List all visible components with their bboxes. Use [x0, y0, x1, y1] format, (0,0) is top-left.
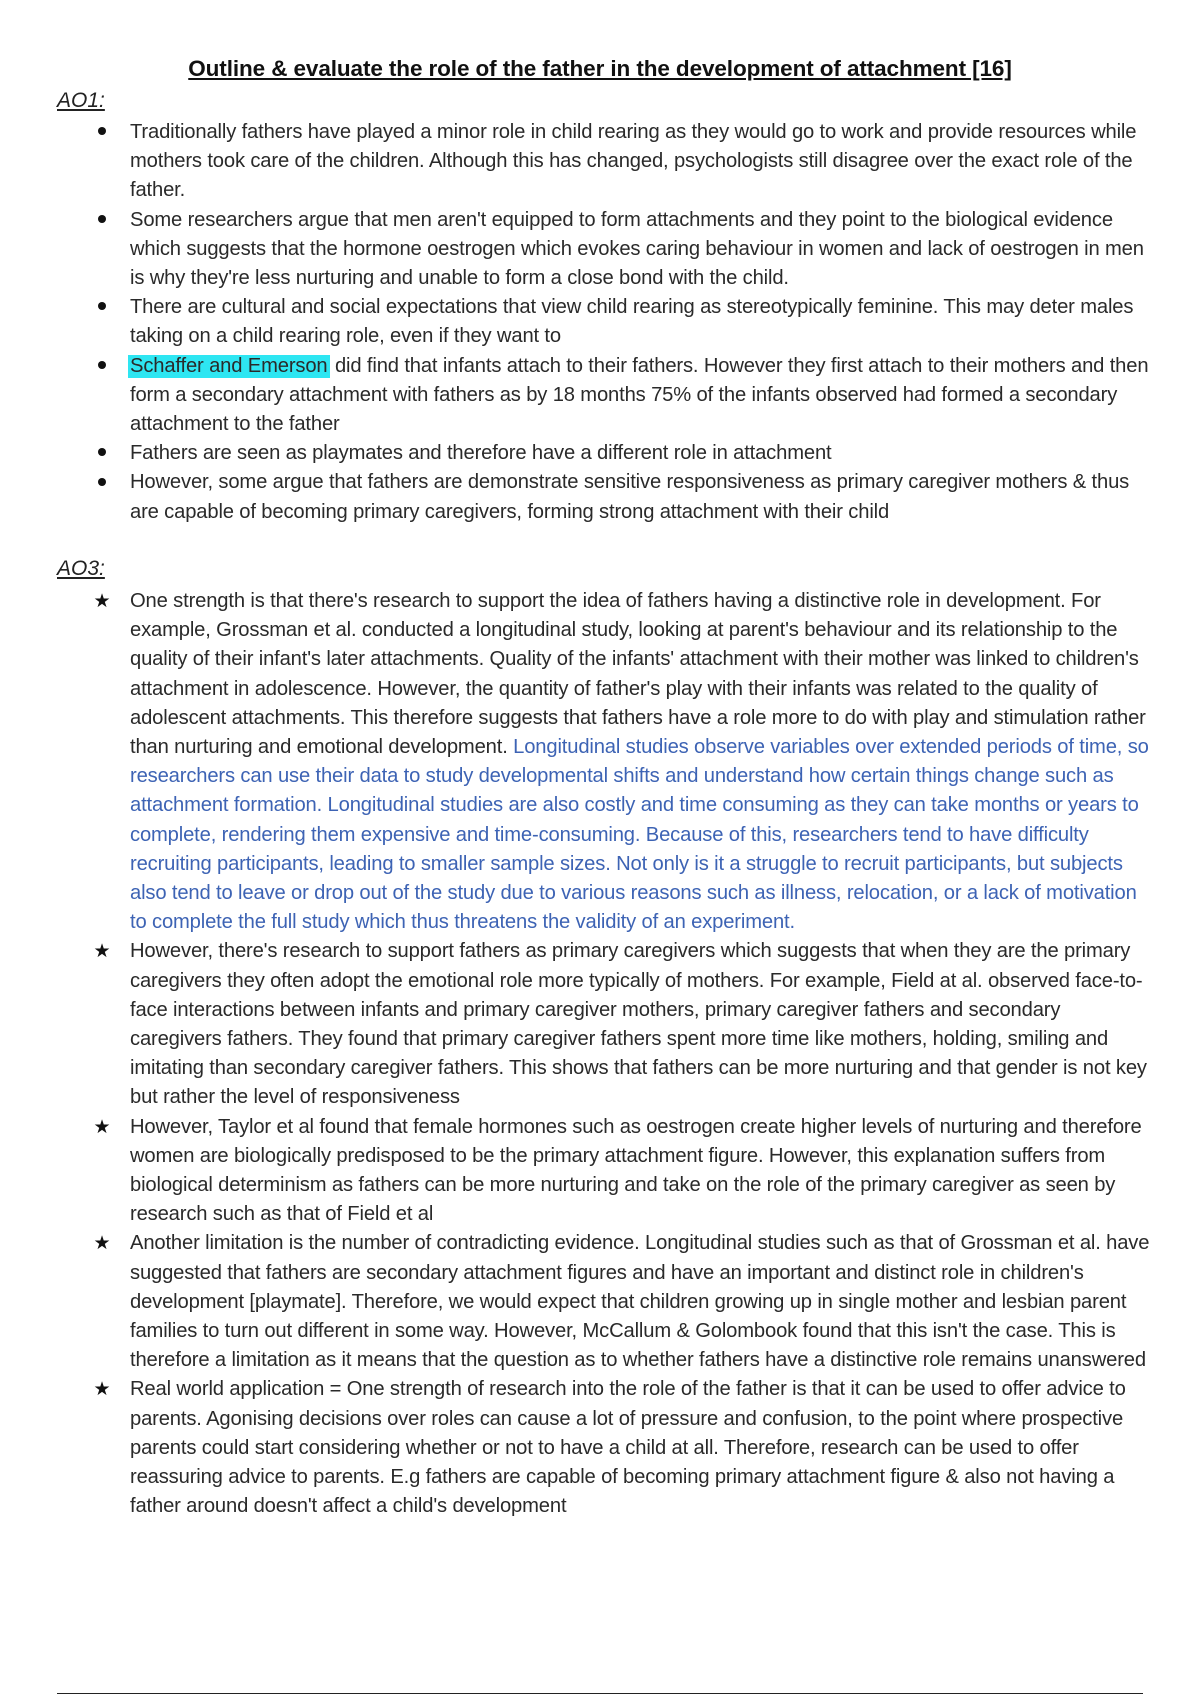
star-icon: ★: [93, 1378, 111, 1401]
ao1-list: [0, 118, 1200, 527]
bullet-icon: [92, 468, 112, 497]
ao1-item: [0, 468, 1200, 526]
highlighted-citation: Schaffer and Emerson: [130, 354, 328, 377]
ao3-item-text: Another limitation is the number of contradicting evidence. Longitudinal studies such as that of Grossman et al. have suggested that fathers are secondary attachment figures and have an important and distinct role in children's development [playmate]. Therefore, we would expect that children growing up in single mother and lesbian parent families to turn out different in some way. However, McCallum & Golombook found that this isn't the case. This is therefore a limitation as it means that the question as to whether fathers have a distinctive role remains unanswered: [130, 1232, 1150, 1372]
bullet-icon: [92, 439, 112, 468]
page-title: Outline & evaluate the role of the father in the development of attachment [16]: [188, 56, 1012, 81]
bullet-icon: [92, 352, 112, 381]
ao1-item: [0, 352, 1200, 440]
ao1-item: [0, 118, 1200, 206]
ao3-item: [0, 1375, 1200, 1521]
ao1-item-text: Fathers are seen as playmates and therefore have a different role in attachment: [130, 442, 832, 465]
ao3-item-text: One strength is that there's research to support the idea of fathers having a distinctive role in development. For example, Grossman et al. conducted a longitudinal study, looking at parent's behaviour and its relationship to the quality of their infant's later attachments. Quality of the infants' attachment with their mother was linked to children's attachment in adolescence. However, the quantity of father's play with their infants was related to the quality of adolescent attachments. This therefore suggests that fathers have a role more to do with play and stimulation rather than nurturing and emotional development.: [130, 590, 1146, 759]
ao3-item: [0, 587, 1200, 937]
ao3-item-text: However, there's research to support fathers as primary caregivers which suggests that when they are the primary caregivers they often adopt the emotional role more typically of mothers. For example, Field at al. observed face-to-face interactions between infants and primary caregiver mothers, primary caregiver fathers and secondary caregivers fathers. They found that primary caregiver fathers spent more time like mothers, holding, smiling and imitating than secondary caregiver fathers. This shows that fathers can be more nurturing and that gender is not key but rather the level of responsiveness: [130, 940, 1147, 1109]
ao1-item-text: However, some argue that fathers are demonstrate sensitive responsiveness as primary caregiver mothers & thus are capable of becoming primary caregivers, forming strong attachment with their child: [130, 471, 1130, 523]
ao1-label: AO1:: [57, 89, 105, 112]
ao1-item: [0, 206, 1200, 294]
star-icon: ★: [93, 1232, 111, 1255]
ao1-item: [0, 293, 1200, 351]
ao1-item-text: There are cultural and social expectations that view child rearing as stereotypically feminine. This may deter males taking on a child rearing role, even if they want to: [130, 296, 1134, 348]
ao1-item-text: did find that infants attach to their fathers. However they first attach to their mothers and then form a secondary attachment with fathers as by 18 months 75% of the infants observed had formed a secondary attachment to the father: [130, 354, 1149, 436]
ao1-item-text: Traditionally fathers have played a minor role in child rearing as they would go to work and provide resources while mothers took care of the children. Although this has changed, psychologists still disagree over the exact role of the father.: [130, 121, 1137, 202]
ao3-item: [0, 1113, 1200, 1230]
ao1-item-text: Some researchers argue that men aren't equipped to form attachments and they point to the biological evidence which suggests that the hormone oestrogen which evokes caring behaviour in women and lack of oestrogen in men is why they're less nurturing and unable to form a close bond with the child.: [130, 208, 1144, 290]
ao3-item: [0, 1229, 1200, 1375]
bullet-icon: [92, 118, 112, 147]
ao3-item: [0, 937, 1200, 1112]
bullet-icon: [92, 293, 112, 322]
star-icon: ★: [93, 590, 111, 612]
footer-divider: [57, 1693, 1143, 1694]
ao3-list: [0, 587, 1200, 1522]
bullet-icon: [92, 206, 112, 235]
star-icon: ★: [93, 1115, 111, 1138]
ao3-label: AO3:: [57, 557, 105, 580]
ao3-item-text: Real world application = One strength of research into the role of the father is that it can be used to offer advice to parents. Agonising decisions over roles can cause a lot of pressure and confusion, to the point where prospective parents could start considering whether or not to have a child at all. Therefore, research can be used to offer reassuring advice to parents. E.g fathers are capable of becoming primary attachment figure & also not having a father around doesn't affect a child's development: [130, 1378, 1126, 1518]
star-icon: ★: [93, 940, 111, 963]
ao3-item-text: However, Taylor et al found that female hormones such as oestrogen create higher levels of nurturing and therefore women are biologically predisposed to be the primary attachment figure. However, this explanation suffers from biological determinism as fathers can be more nurturing and take on the role of the primary caregiver as seen by research such as that of Field et al: [130, 1115, 1142, 1226]
ao3-blue-annotation: Longitudinal studies observe variables over extended periods of time, so researchers can use their data to study developmental shifts and understand how certain things change such as attachment formation. Longitudinal studies are also costly and time consuming as they can take months or years to complete, rendering them expensive and time-consuming. Because of this, researchers tend to have difficulty recruiting participants, leading to smaller sample sizes. Not only is it a struggle to recruit participants, but subjects also tend to leave or drop out of the study due to various reasons such as illness, relocation, or a lack of motivation to complete the full study which thus threatens the validity of an experiment.: [130, 736, 1149, 934]
ao1-item: [0, 439, 1200, 468]
